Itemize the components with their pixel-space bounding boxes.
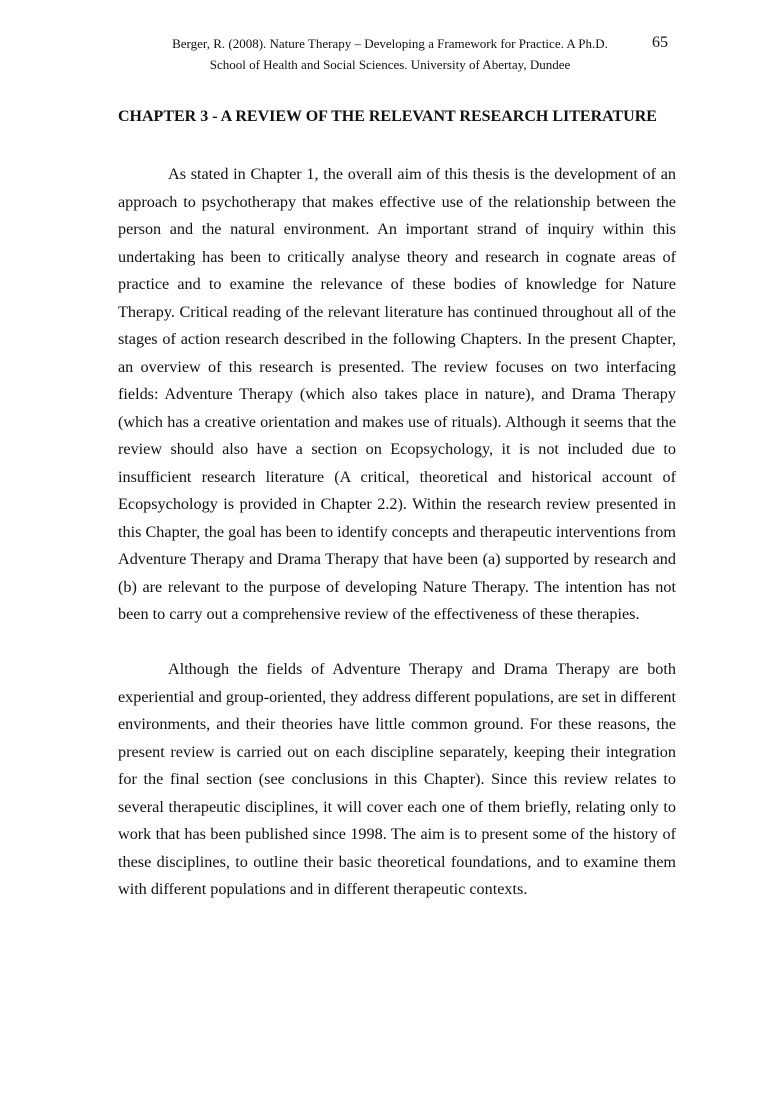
body-paragraph: Although the fields of Adventure Therapy and Drama Therapy are both experiential and group-oriented, they address different populations, are set in different environments, and their theories have little common ground. For these reasons, the present review is carried out on each discipline separately, keeping their integration for the final section (see conclusions in this Chapter). Since this review relates to several therapeutic disciplines, it will cover each one of them briefly, relating only to work that has been published since 1998. The aim is to present some of the history of these disciplines, to outline their basic theoretical foundations, and to examine them with different populations and in different therapeutic contexts. bbox=[118, 660, 676, 898]
body-paragraph: As stated in Chapter 1, the overall aim of this thesis is the development of an approach to psychotherapy that makes effective use of the relationship between the person and the natural environment. An important strand of inquiry within this undertaking has been to critically analyse theory and research in cognate areas of practice and to examine the relevance of these bodies of knowledge for Nature Therapy. Critical reading of the relevant literature has continued throughout all of the stages of action research described in the following Chapters. In the present Chapter, an overview of this research is presented. The review focuses on two interfacing fields: Adventure Therapy (which also takes place in nature), and Drama Therapy (which has a creative orientation and makes use of rituals). Although it seems that the review should also have a section on Ecopsychology, it is not included due to insufficient research literature (A critical, theoretical and historical account of Ecopsychology is provided in Chapter 2.2). Within the research review presented in this Chapter, the goal has been to identify concepts and therapeutic interventions from Adventure Therapy and Drama Therapy that have been (a) supported by research and (b) are relevant to the purpose of developing Nature Therapy. The intention has not been to carry out a comprehensive review of the effectiveness of these therapies. bbox=[118, 165, 676, 623]
running-header bbox=[140, 33, 640, 75]
page-number: 65 bbox=[652, 34, 668, 51]
header-citation-line-2: School of Health and Social Sciences. University of Abertay, Dundee bbox=[209, 57, 571, 72]
chapter-title: CHAPTER 3 - A REVIEW OF THE RELEVANT RESEARCH LITERATURE bbox=[118, 108, 657, 125]
header-citation-line-1: Berger, R. (2008). Nature Therapy – Developing a Framework for Practice. A Ph.D. bbox=[172, 36, 608, 51]
